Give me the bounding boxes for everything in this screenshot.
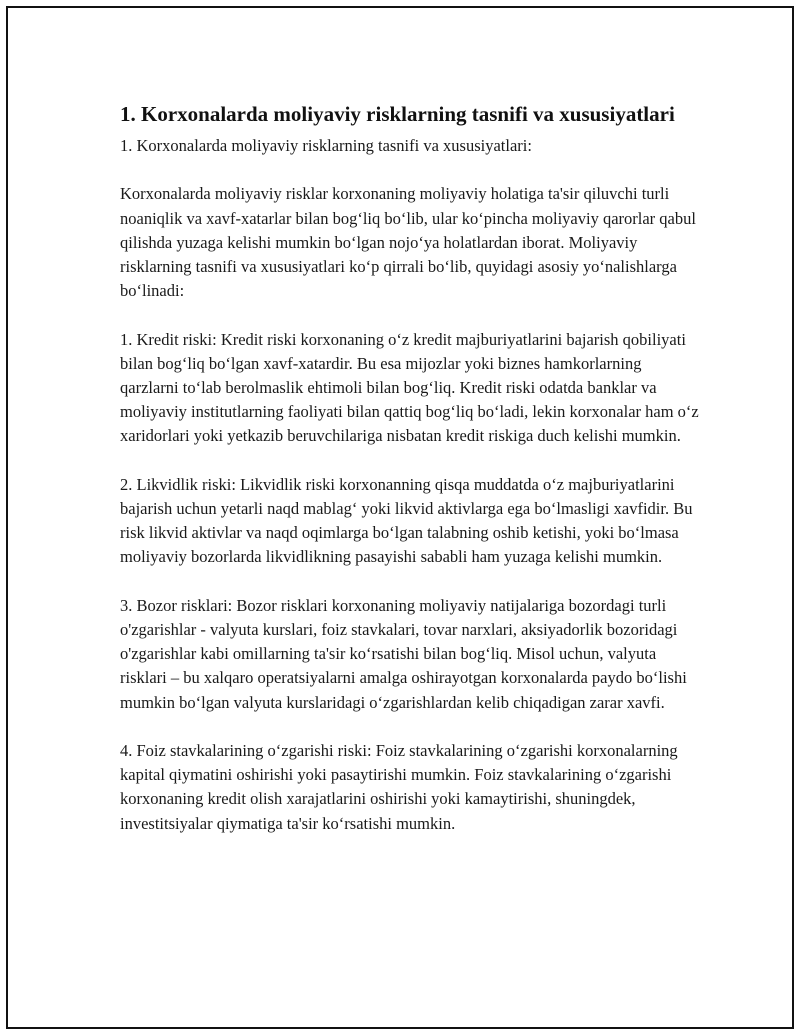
document-body: [120, 100, 700, 860]
paragraph-heading-repeat: 1. Korxonalarda moliyaviy risklarning tasnifi va xususiyatlari:: [120, 136, 532, 155]
paragraph-market-risk: 3. Bozor risklari: Bozor risklari korxonaning moliyaviy natijalariga bozordagi turli o'zgarishlar - valyuta kurslari, foiz stavkalari, tovar narxlari, aksiyadorlik bozoridagi o'zgarishlar kabi omillarning ta'sir ko‘rsatishi bilan bog‘liq. Misol uchun, valyuta risklari – bu xalqaro operatsiyalarni amalga oshirayotgan korxonalarda paydo bo‘lishi mumkin bo‘lgan valyuta kurslaridagi o‘zgarishlardan kelib chiqadigan zarar xavfi.: [120, 595, 687, 712]
page-frame: [6, 6, 794, 1029]
document-title: 1. Korxonalarda moliyaviy risklarning tasnifi va xususiyatlari: [120, 102, 675, 126]
paragraph-liquidity-risk: 2. Likvidlik riski: Likvidlik riski korxonanning qisqa muddatda o‘z majburiyatlarini bajarish uchun yetarli naqd mablag‘ yoki likvid aktivlarga ega bo‘lmasligi xavfidir. Bu risk likvid aktivlar va naqd oqimlarga bo‘lgan talabning oshib ketishi, yoki bo‘lmasa moliyaviy bozorlarda likvidlikning pasayishi sababli ham yuzaga kelishi mumkin.: [120, 474, 693, 567]
paragraph-introduction: Korxonalarda moliyaviy risklar korxonaning moliyaviy holatiga ta'sir qiluvchi turli noaniqlik va xavf-xatarlar bilan bog‘liq bo‘lib, ular ko‘pincha moliyaviy qarorlar qabul qilishda yuzaga kelishi mumkin bo‘lgan nojo‘ya holatlardan iborat. Moliyaviy risklarning tasnifi va xususiyatlari ko‘p qirrali bo‘lib, quyidagi asosiy yo‘nalishlarga bo‘linadi:: [120, 184, 696, 301]
paragraph-credit-risk: 1. Kredit riski: Kredit riski korxonaning o‘z kredit majburiyatlarini bajarish qobiliyati bilan bog‘liq bo‘lgan xavf-xatardir. Bu esa mijozlar yoki biznes hamkorlarning qarzlarni to‘lab berolmaslik ehtimoli bilan bog‘liq. Kredit riski odatda banklar va moliyaviy institutlarning faoliyati bilan qattiq bog‘liq bo‘ladi, lekin korxonalar ham o‘z xaridorlari yoki yetkazib beruvchilariga nisbatan kredit riskiga duch kelishi mumkin.: [120, 329, 699, 446]
paragraph-interest-rate-risk: 4. Foiz stavkalarining o‘zgarishi riski: Foiz stavkalarining o‘zgarishi korxonalarning kapital qiymatini oshirishi yoki pasaytirishi mumkin. Foiz stavkalarining o‘zgarishi korxonaning kredit olish xarajatlarini oshirishi yoki kamaytirishi, shuningdek, investitsiyalar qiymatiga ta'sir ko‘rsatishi mumkin.: [120, 741, 678, 833]
